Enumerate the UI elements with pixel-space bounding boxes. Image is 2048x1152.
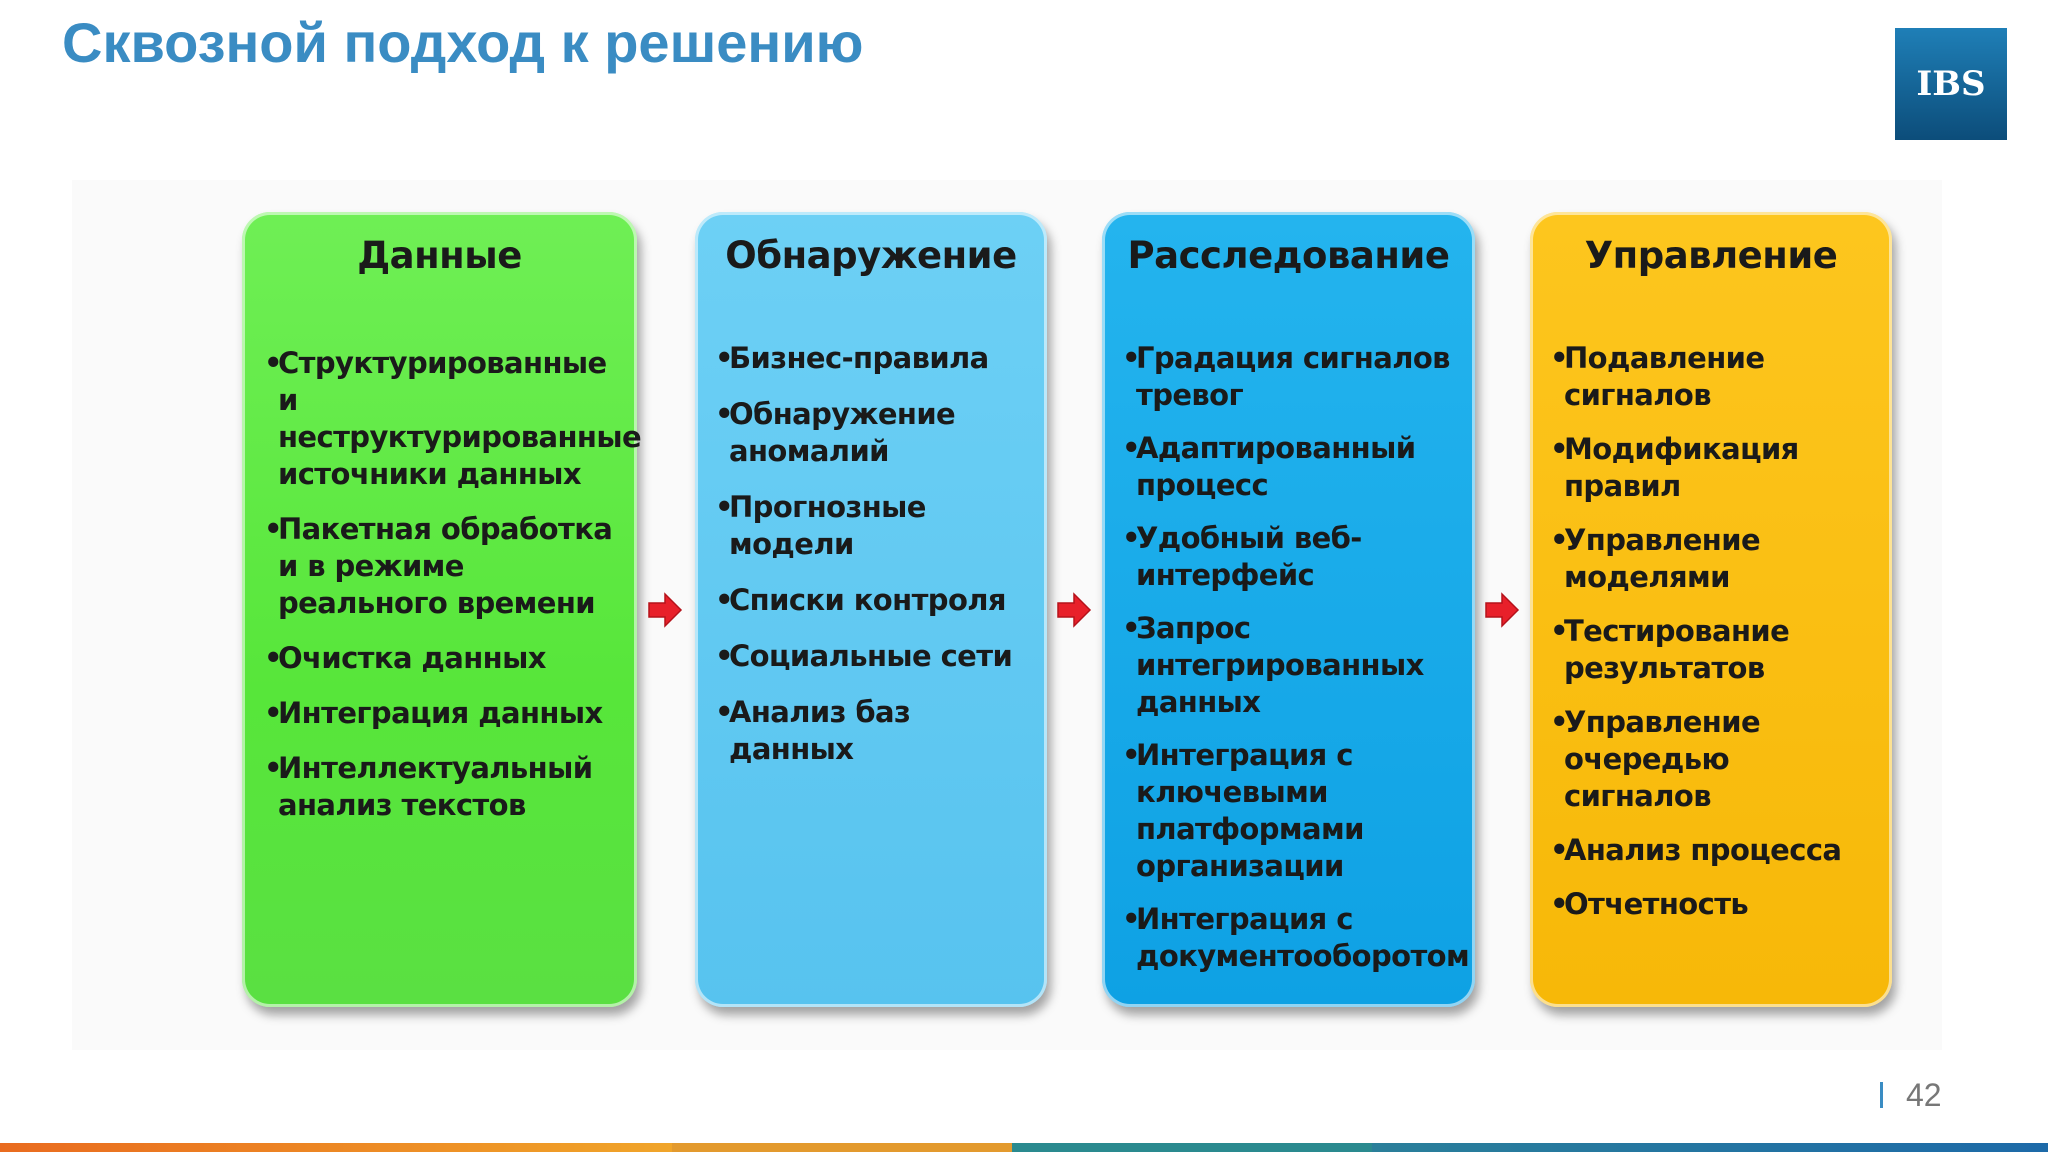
stage-item: • Социальные сети — [715, 638, 1037, 675]
stage-items — [1550, 340, 1885, 923]
ibs-logo — [1895, 28, 2007, 140]
stage-item: • Анализ процесса — [1550, 832, 1885, 869]
stage-title: Данные — [357, 234, 522, 277]
stage-item: • Интеграция с ключевыми платформами организации — [1122, 737, 1462, 885]
stage-item: • Анализ баз данных — [715, 694, 1037, 768]
stage-items — [264, 345, 642, 824]
stage-title: Управление — [1584, 234, 1838, 277]
ibs-logo-text: IBS — [1916, 67, 1986, 101]
slide-title: Сквозной подход к решению — [62, 11, 864, 74]
stage-item: • Структурированные и неструктурированные источники данных — [264, 345, 624, 493]
arrow-right-icon — [1484, 592, 1520, 628]
footer-segment — [1012, 1143, 1372, 1152]
stage-item: • Адаптированный процесс — [1122, 430, 1462, 504]
stage-item: • Пакетная обработка и в режиме реального времени — [264, 511, 624, 622]
footer-segment — [0, 1143, 672, 1152]
stage-item: • Тестирование результатов — [1550, 613, 1885, 687]
stage-investigation-panel — [1102, 212, 1475, 1007]
stage-detection-panel — [695, 212, 1047, 1007]
stage-item: • Интеграция с документооборотом — [1122, 901, 1462, 975]
footer-segment — [672, 1143, 1012, 1152]
stage-item: • Модификация правил — [1550, 431, 1885, 505]
stage-item: • Градация сигналов тревог — [1122, 340, 1462, 414]
stage-item: • Подавление сигналов — [1550, 340, 1885, 414]
stage-item: • Управление моделями — [1550, 522, 1885, 596]
stage-items — [715, 340, 1037, 768]
stage-item: • Списки контроля — [715, 582, 1037, 619]
stage-items — [1122, 340, 1470, 975]
stage-item: • Отчетность — [1550, 886, 1885, 923]
stage-item: • Интеграция данных — [264, 695, 624, 732]
stage-item: • Удобный веб-интерфейс — [1122, 520, 1462, 594]
stage-data-panel — [242, 212, 642, 1007]
stage-item: • Интеллектуальный анализ текстов — [264, 750, 624, 824]
footer-color-bar — [0, 1143, 2048, 1152]
stage-title: Расследование — [1127, 234, 1450, 277]
stage-item: • Очистка данных — [264, 640, 624, 677]
stage-item: • Прогнозные модели — [715, 489, 1037, 563]
stage-management-panel — [1530, 212, 1892, 1007]
stage-title: Обнаружение — [725, 234, 1017, 277]
arrow-right-icon — [1056, 592, 1092, 628]
stage-item: • Обнаружение аномалий — [715, 396, 1037, 470]
page-number: 42 — [1906, 1077, 1942, 1113]
page-number-separator — [1880, 1082, 1883, 1108]
footer-segment — [1372, 1143, 2048, 1152]
ibs-logo-mark — [1911, 67, 1991, 101]
stage-item: • Управление очередью сигналов — [1550, 704, 1885, 815]
stage-item: • Бизнес-правила — [715, 340, 1037, 377]
stage-item: • Запрос интегрированных данных — [1122, 610, 1462, 721]
arrow-right-icon — [647, 592, 683, 628]
